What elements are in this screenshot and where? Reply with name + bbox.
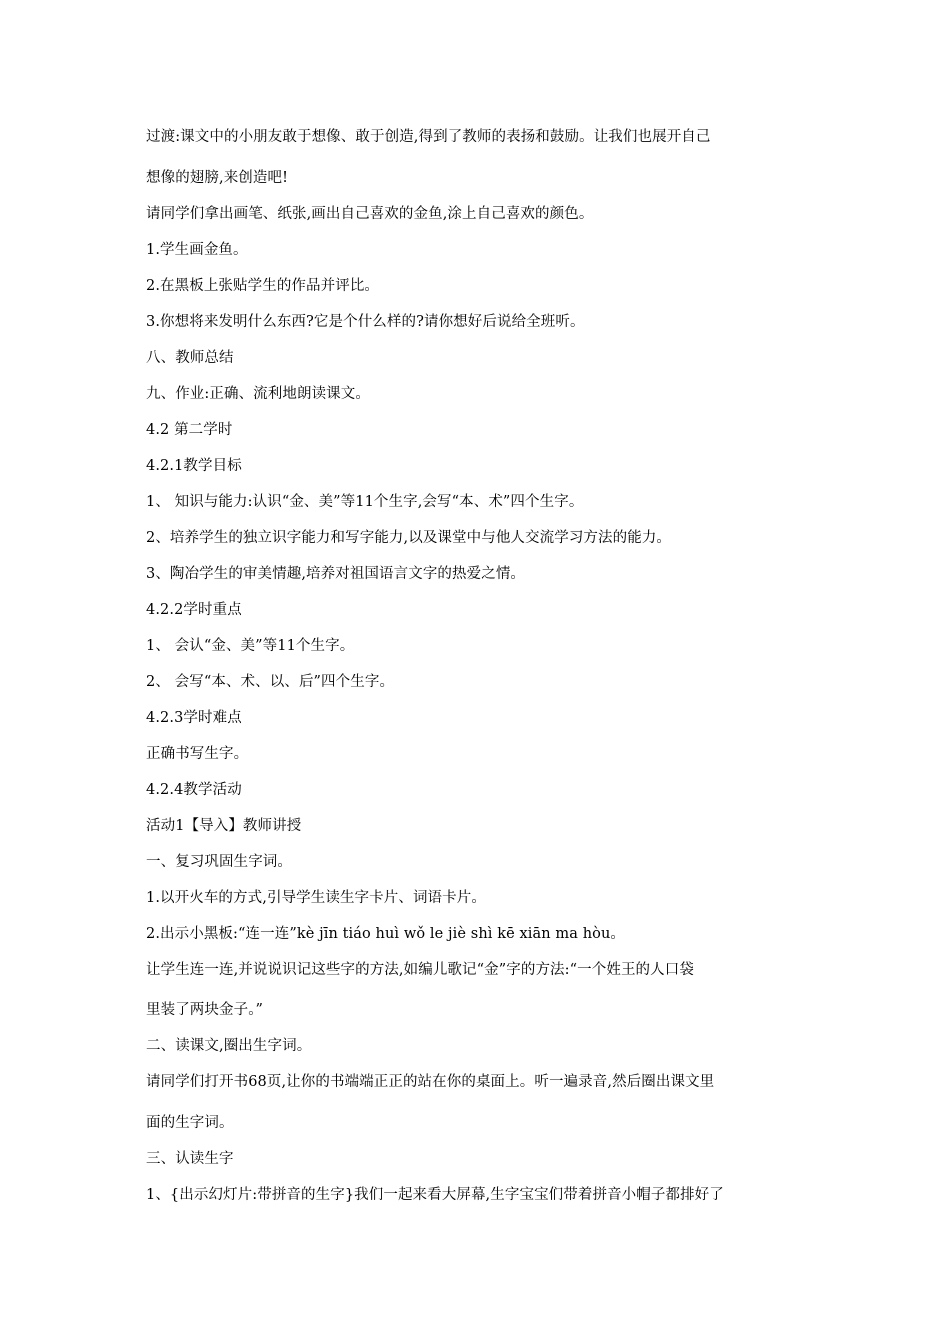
text-line: 过渡:课文中的小朋友敢于想像、敢于创造,得到了教师的表扬和鼓励。让我们也展开自己 [146,129,711,145]
section-heading: 4.2 第二学时 [146,422,233,438]
subsection-heading: 4.2.2学时重点 [146,602,242,618]
subsection-heading: 4.2.4教学活动 [146,782,242,798]
text-line: 1.学生画金鱼。 [146,242,248,258]
text-line: 2、培养学生的独立识字能力和写字能力,以及课堂中与他人交流学习方法的能力。 [146,530,672,546]
text-line: 请同学们打开书68页,让你的书端端正正的站在你的桌面上。听一遍录音,然后圈出课文里 [146,1074,715,1090]
text-line: 1、 会认“金、美”等11个生字。 [146,638,355,654]
text-line: 请同学们拿出画笔、纸张,画出自己喜欢的金鱼,涂上自己喜欢的颜色。 [146,206,594,222]
activity-heading: 活动1【导入】教师讲授 [146,818,302,834]
text-line: 1、 知识与能力:认识“金、美”等11个生字,会写“本、术”四个生字。 [146,494,584,510]
text-line: 想像的翅膀,来创造吧! [146,170,289,186]
subsection-heading: 4.2.3学时难点 [146,710,242,726]
text-line: 二、读课文,圈出生字词。 [146,1038,312,1054]
text-line: 面的生字词。 [146,1115,234,1131]
text-line: 2、 会写“本、术、以、后”四个生字。 [146,674,395,690]
text-line: 3、陶冶学生的审美情趣,培养对祖国语言文字的热爱之情。 [146,566,526,582]
text-line: 里装了两块金子。” [146,1002,264,1018]
subsection-heading: 4.2.1教学目标 [146,458,242,474]
section-heading: 八、教师总结 [146,350,234,366]
section-heading: 九、作业:正确、流利地朗读课文。 [146,386,370,402]
text-line: 1、{出示幻灯片:带拼音的生字}我们一起来看大屏幕,生字宝宝们带着拼音小帽子都排好了 [146,1187,724,1203]
text-line: 1.以开火车的方式,引导学生读生字卡片、词语卡片。 [146,890,486,906]
text-line: 一、复习巩固生字词。 [146,854,292,870]
text-line: 让学生连一连,并说说识记这些字的方法,如编儿歌记“金”字的方法:“一个姓王的人口袋 [146,962,694,978]
text-line: 正确书写生字。 [146,746,249,762]
text-line: 3.你想将来发明什么东西?它是个什么样的?请你想好后说给全班听。 [146,314,585,330]
text-line: 2.在黑板上张贴学生的作品并评比。 [146,278,380,294]
text-line: 2.出示小黑板:“连一连”kè jīn tiáo huì wǒ le jiè shì kē xiān ma hòu。 [146,926,625,942]
text-line: 三、认读生字 [146,1151,234,1167]
